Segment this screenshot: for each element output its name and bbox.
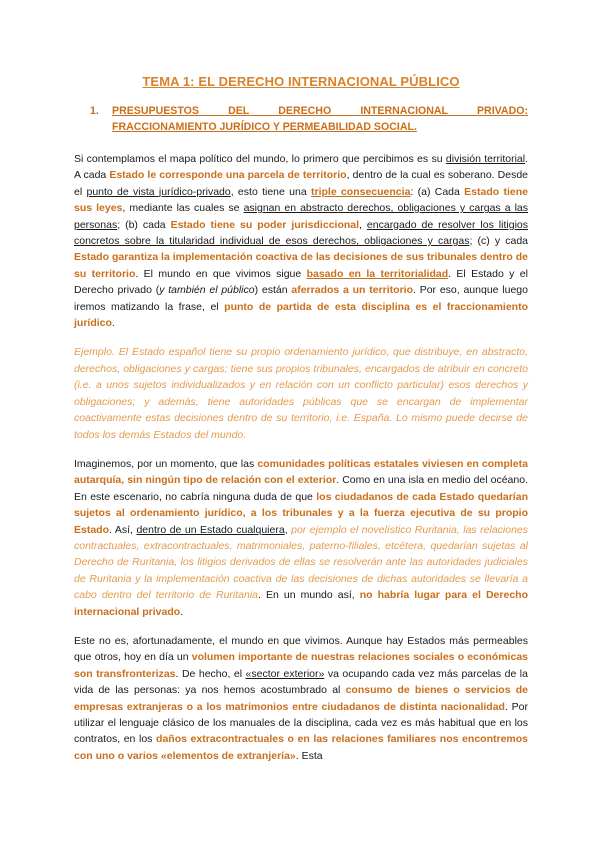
- text-run: , esto tiene una: [230, 185, 311, 198]
- section-heading: [90, 103, 528, 135]
- text-run: y también el público: [159, 284, 255, 297]
- text-run: aferrados a un territorio: [291, 284, 414, 297]
- text-run: ,: [359, 218, 367, 231]
- text-run: . De hecho, el: [175, 667, 246, 680]
- text-run: dentro de un Estado cualquiera: [136, 523, 285, 536]
- text-run: asignan en abstracto derechos, obligaciones y cargas a las personas: [74, 202, 528, 231]
- section-heading-text: PRESUPUESTOS DEL DERECHO INTERNACIONAL PRIVADO: FRACCIONAMIENTO JURÍDICO Y PERMEABILIDAD SOCIAL.: [112, 105, 528, 133]
- text-run: . En un mundo así,: [258, 589, 360, 602]
- text-run: no habría lugar para el Derecho internacional privado: [74, 589, 528, 618]
- document-title: TEMA 1: EL DERECHO INTERNACIONAL PÚBLICO: [142, 74, 460, 89]
- example-paragraph: [74, 344, 528, 442]
- text-run: . Por eso, aunque luego iremos matizando la frase, el: [74, 284, 528, 313]
- paragraph: [74, 456, 528, 620]
- text-run: consumo de bienes o servicios de empresas extranjeras o a los matrimonios entre ciudadanos de distinta nacionalidad: [74, 684, 528, 713]
- document-page: [74, 74, 528, 777]
- text-run: . Esta: [295, 749, 323, 762]
- text-run: . El mundo en que vivimos sigue: [135, 267, 307, 280]
- text-run: basado en la territorialidad: [306, 267, 449, 280]
- text-run: . A cada: [74, 153, 529, 182]
- paragraph: [74, 633, 528, 764]
- text-run: encargado de resolver los litigios concretos sobre la titularidad individual de esos derechos, obligaciones y cargas: [74, 218, 528, 248]
- text-run: Estado le corresponde una parcela de territorio: [109, 169, 347, 182]
- text-run: Estado tiene su poder jurisdiccional: [170, 218, 360, 231]
- text-run: división territorial: [445, 153, 526, 165]
- section-number: 1.: [90, 105, 99, 117]
- text-run: comunidades políticas estatales viviesen en completa autarquía, sin ningún tipo de relación con el exterior: [74, 457, 528, 487]
- body-text: [74, 151, 528, 764]
- text-run: . Por utilizar el lenguaje clásico de los manuales de la disciplina, cada vez es más habitual que en los contratos, en los: [74, 700, 528, 746]
- text-run: punto de vista jurídico-privado: [86, 185, 231, 198]
- text-run: Imaginemos, por un momento, que las: [74, 457, 258, 470]
- text-run: los ciudadanos de cada Estado quedarían sujetos al ordenamiento jurídico, a los tribunales y a la fuerza ejecutiva de su propio Estado: [74, 490, 528, 536]
- text-run: triple consecuencia: [310, 185, 411, 198]
- text-run: ; (b) cada: [117, 218, 171, 231]
- text-run: Este no es, afortunadamente, el mundo en que vivimos. Aunque hay Estados más permeables que otros, hoy en día un: [74, 634, 528, 664]
- text-run: Estado garantiza la implementación coactiva de las decisiones de sus tribunales dentro de su territorio: [74, 251, 528, 280]
- text-run: . Como en una isla en medio del océano. En este escenario, no cabría ninguna duda de que: [74, 474, 528, 503]
- text-run: va ocupando cada vez más parcelas de la vida de las personas: ya nos hemos acostumbrado al: [74, 667, 528, 697]
- text-run: . El Estado y el Derecho privado (: [74, 267, 528, 297]
- text-run: punto de partida de esta disciplina es el fraccionamiento jurídico: [74, 300, 528, 330]
- text-run: por ejemplo el novelístico Ruritania, las relaciones contractuales, extracontractuales, matrimoniales, paterno-filiales, etcétera, quedarían sujetas al Derecho de Ruritania, los litigios derivados de ellas se resolverán ante las autoridades judiciales de Ruritania y la implementación coactiva de las decisiones de dichas autoridades se llevaría a cabo dentro del territorio de Ruritania: [74, 523, 529, 602]
- text-run: volumen importante de nuestras relaciones sociales o económicas son transfronterizas: [74, 651, 528, 680]
- paragraph: [74, 151, 528, 331]
- text-run: . Así,: [109, 523, 137, 536]
- text-run: Si contemplamos el mapa político del mundo, lo primero que percibimos es su: [74, 153, 446, 165]
- text-run: .: [180, 605, 184, 618]
- text-run: ,: [284, 523, 292, 536]
- text-run: : (a) Cada: [410, 185, 465, 198]
- text-run: .: [111, 317, 115, 330]
- text-run: Estado tiene sus leyes: [74, 185, 528, 215]
- text-run: Ejemplo. El Estado español tiene su propio ordenamiento jurídico, que distribuye, en abstracto, derechos, obligaciones y cargas; tiene sus propios tribunales, encargados de atribuir en concreto (i.e. a unos sujetos individualizados y en relación con un conflicto particular) esos derechos y obligaciones; y además, tiene autoridades públicas que se encargan de implementar coactivamente estas decisiones dentro de su territorio, i.e. España. Lo mismo puede decirse de todos los demás Estados del mundo.: [74, 346, 528, 441]
- text-run: ) están: [254, 284, 292, 297]
- text-run: , mediante las cuales se: [122, 202, 244, 215]
- text-run: «sector exterior»: [245, 667, 325, 680]
- text-run: , dentro de la cual es soberano. Desde el: [74, 169, 529, 198]
- text-run: ; (c) y cada: [469, 235, 528, 248]
- text-run: daños extracontractuales o en las relaciones familiares nos encontremos con uno o varios «elementos de extranjería»: [74, 733, 528, 762]
